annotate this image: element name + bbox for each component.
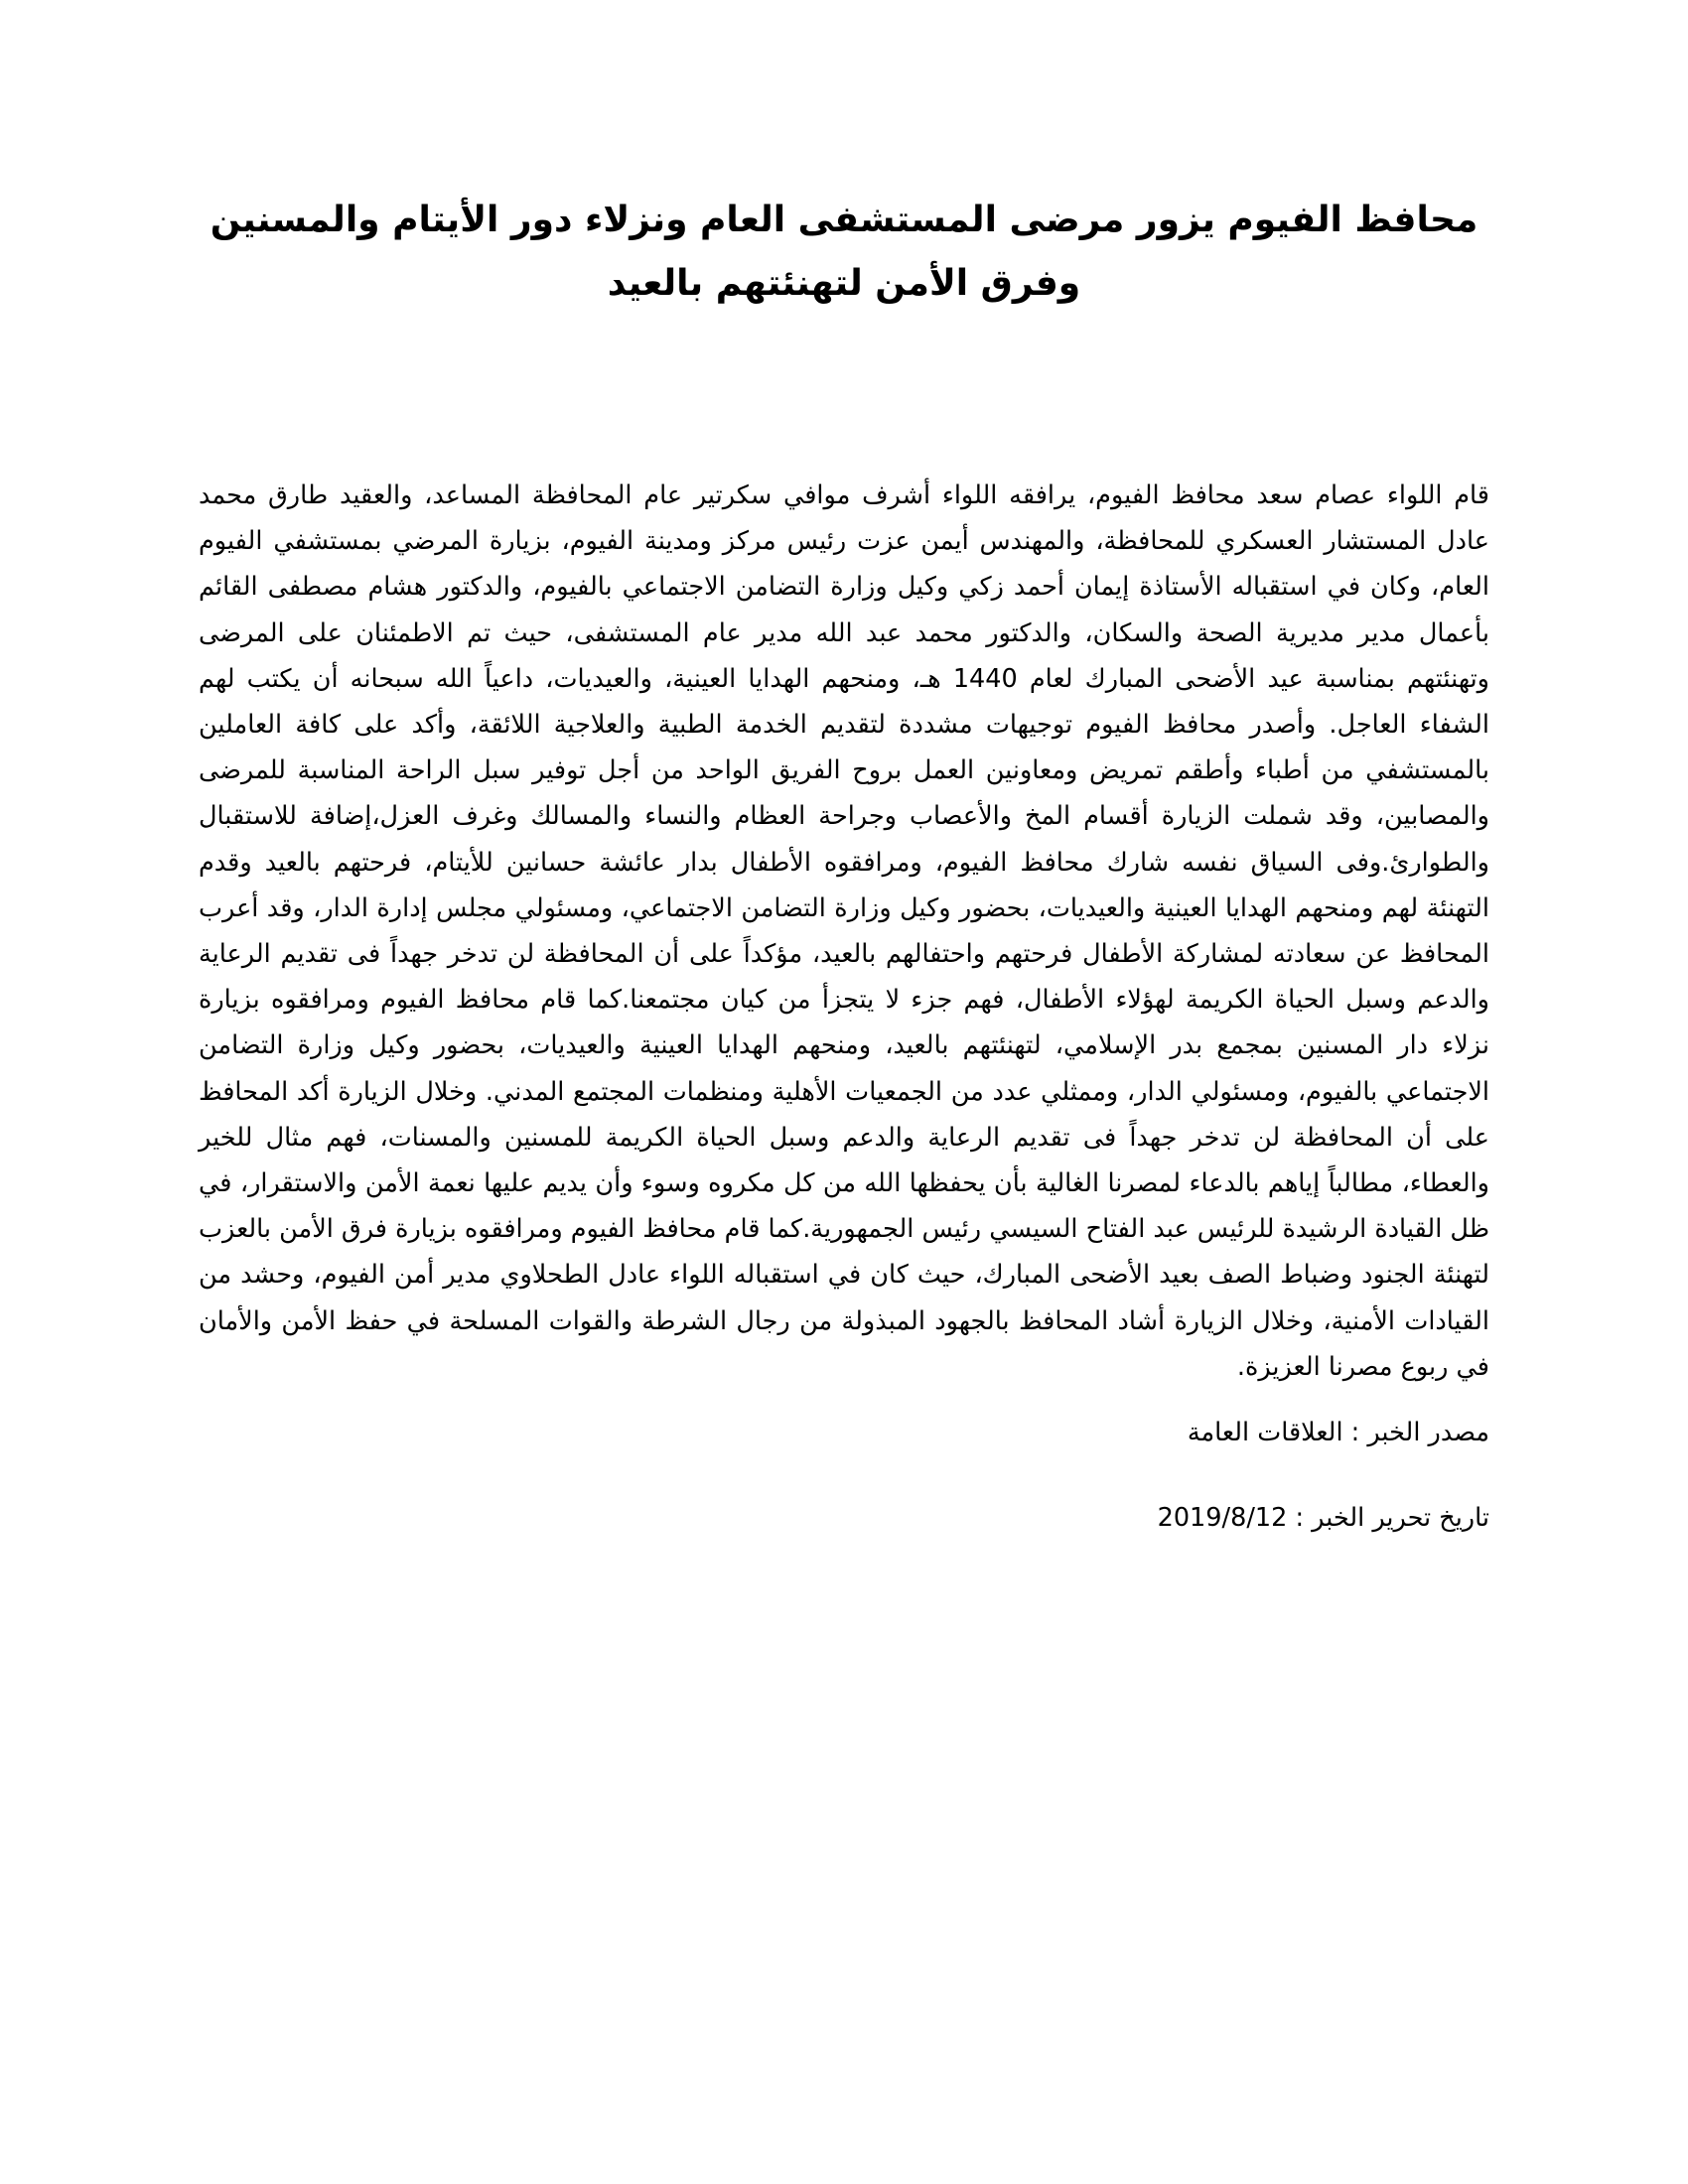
news-date: تاريخ تحرير الخبر : 2019/8/12	[1157, 1503, 1489, 1534]
page-title: محافظ الفيوم يزور مرضى المستشفى العام ونزلاء دور الأيتام والمسنين وفرق الأمن لتهنئتهم بالعيد	[210, 200, 1478, 304]
article-body: قام اللواء عصام سعد محافظ الفيوم، يرافقه اللواء أشرف موافي سكرتير عام المحافظة المساعد، والعقيد طارق محمد عادل المستشار العسكري للمحافظة، والمهندس أيمن عزت رئيس مركز ومدينة الفيوم، بزيارة المرضي بمستشفي الفيوم العام، وكان في استقباله الأستاذة إيمان أحمد زكي وكيل وزارة التضامن الاجتماعي بالفيوم، والدكتور هشام مصطفى القائم بأعمال مدير مديرية الصحة والسكان، والدكتور محمد عبد الله مدير عام المستشفى، حيث تم الاطمئنان على المرضى وتهنئتهم بمناسبة عيد الأضحى المبارك لعام 1440 هـ، ومنحهم الهدايا العينية، والعيديات، داعياً الله سبحانه أن يكتب لهم الشفاء العاجل. وأصدر محافظ الفيوم توجيهات مشددة لتقديم الخدمة الطبية والعلاجية اللائقة، وأكد على كافة العاملين بالمستشفي من أطباء وأطقم تمريض ومعاونين العمل بروح الفريق الواحد من أجل توفير سبل الراحة المناسبة للمرضى والمصابين، وقد شملت الزيارة أقسام المخ والأعصاب وجراحة العظام والنساء والمسالك وغرف العزل،إضافة للاستقبال والطوارئ.وفى السياق نفسه شارك محافظ الفيوم، ومرافقوه الأطفال بدار عائشة حسانين للأيتام، فرحتهم بالعيد وقدم التهنئة لهم ومنحهم الهدايا العينية والعيديات، بحضور وكيل وزارة التضامن الاجتماعي، ومسئولي مجلس إدارة الدار، وقد أعرب المحافظ عن سعادته لمشاركة الأطفال فرحتهم واحتفالهم بالعيد، مؤكداً على أن المحافظة لن تدخر جهداً فى تقديم الرعاية والدعم وسبل الحياة الكريمة لهؤلاء الأطفال، فهم جزء لا يتجزأ من كيان مجتمعنا.كما قام محافظ الفيوم ومرافقوه بزيارة نزلاء دار المسنين بمجمع بدر الإسلامي، لتهنئتهم بالعيد، ومنحهم الهدايا العينية والعيديات، بحضور وكيل وزارة التضامن الاجتماعي بالفيوم، ومسئولي الدار، وممثلي عدد من الجمعيات الأهلية ومنظمات المجتمع المدني. وخلال الزيارة أكد المحافظ على أن المحافظة لن تدخر جهداً فى تقديم الرعاية والدعم وسبل الحياة الكريمة للمسنين والمسنات، فهم مثال للخير والعطاء، مطالباً إياهم بالدعاء لمصرنا الغالية بأن يحفظها الله من كل مكروه وسوء وأن يديم عليها نعمة الأمن والاستقرار، في ظل القيادة الرشيدة للرئيس عبد الفتاح السيسي رئيس الجمهورية.كما قام محافظ الفيوم ومرافقوه بزيارة فرق الأمن بالعزب لتهنئة الجنود وضباط الصف بعيد الأضحى المبارك، حيث كان في استقباله اللواء عادل الطحلاوي مدير أمن الفيوم، وحشد من القيادات الأمنية، وخلال الزيارة أشاد المحافظ بالجهود المبذولة من رجال الشرطة والقوات المسلحة في حفظ الأمن والأمان في ربوع مصرنا العزيزة.	[199, 480, 1489, 1382]
news-source: مصدر الخبر : العلاقات العامة	[1187, 1418, 1489, 1448]
